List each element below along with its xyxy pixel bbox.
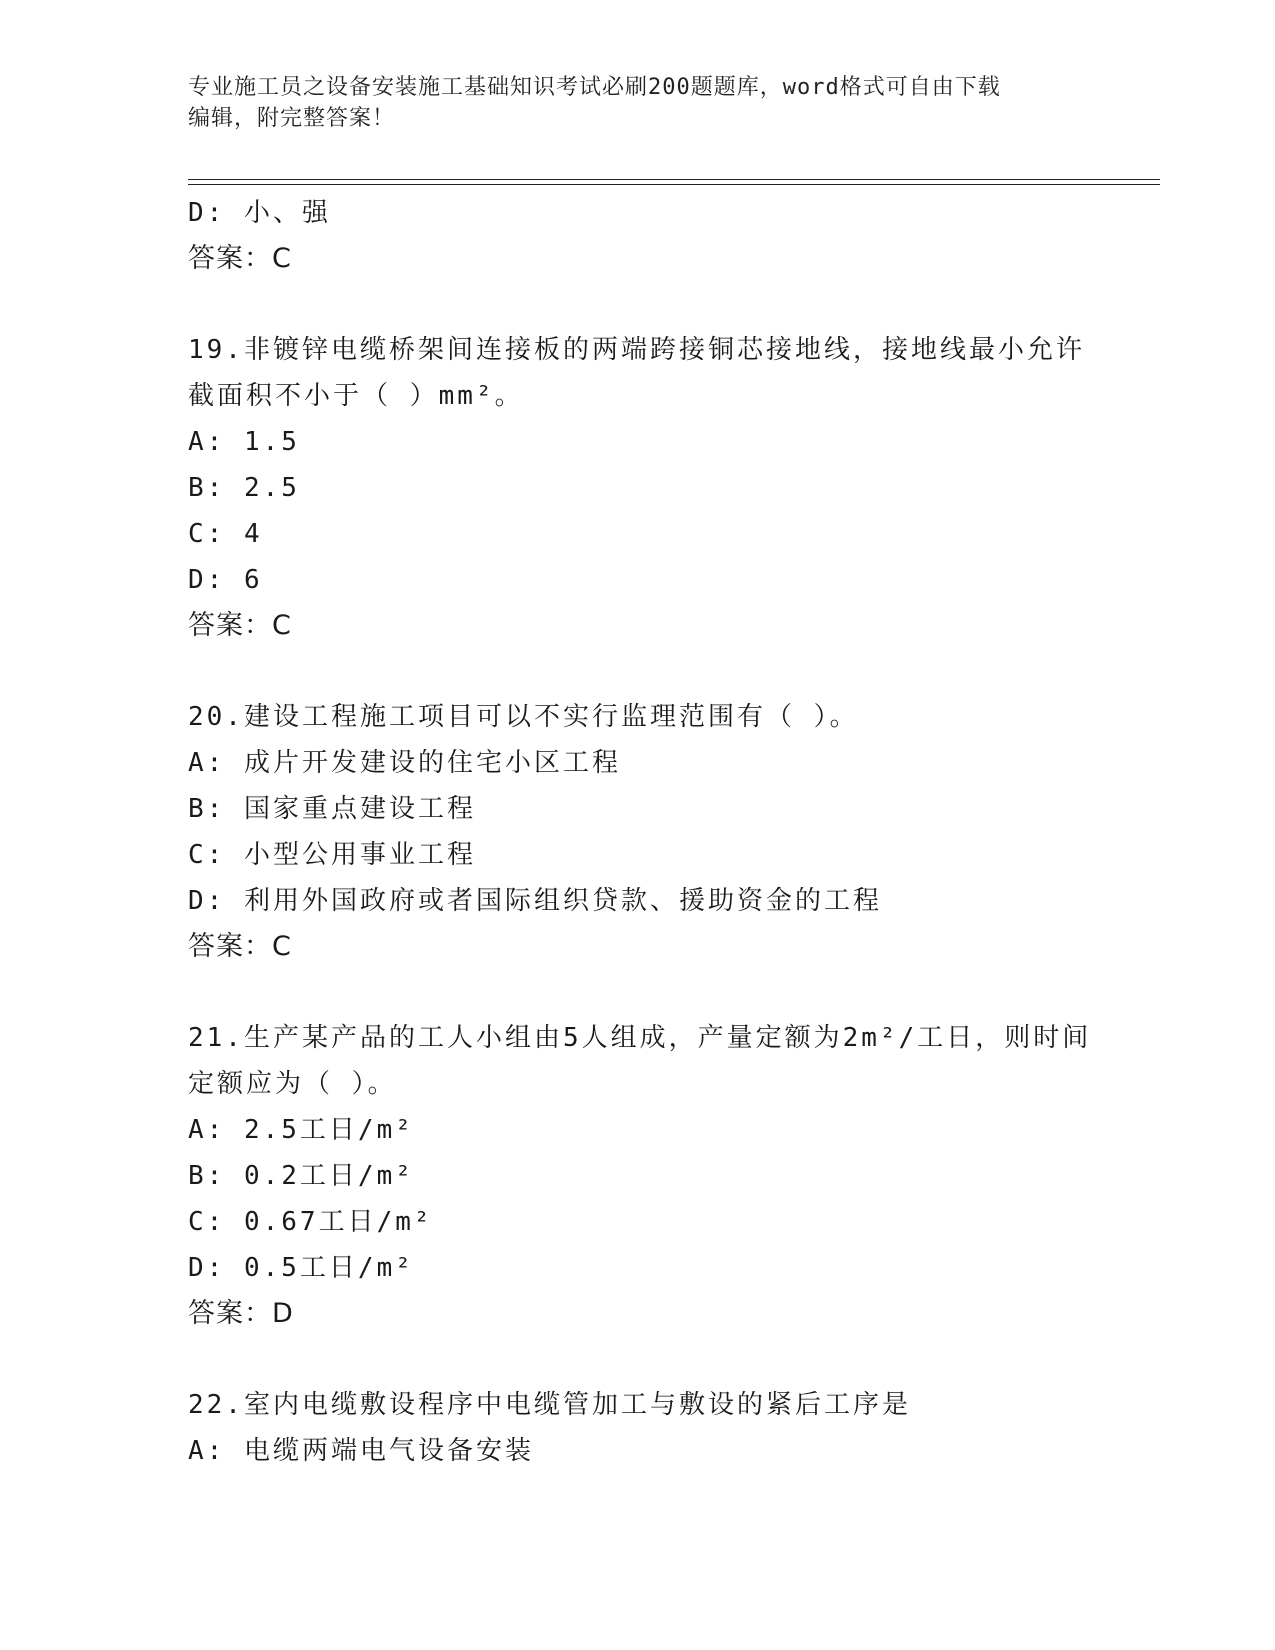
- option-d: D: 小、强: [188, 198, 331, 228]
- answer: 答案：C: [188, 610, 292, 641]
- question-stem: 22.室内电缆敷设程序中电缆管加工与敷设的紧后工序是: [188, 1390, 911, 1420]
- option-c: C: 4: [188, 519, 263, 549]
- question-stem-continued: 定额应为（ ）。: [188, 1069, 397, 1099]
- spacer: [188, 649, 1088, 694]
- option-a: A: 电缆两端电气设备安装: [188, 1436, 534, 1466]
- option-a: A: 1.5: [188, 427, 300, 457]
- answer: 答案：C: [188, 931, 292, 962]
- question-19: [188, 327, 1088, 649]
- option-b: B: 0.2工日/m²: [188, 1161, 414, 1191]
- page-header: [188, 72, 1108, 134]
- header-divider-bottom: [188, 184, 1160, 185]
- spacer: [188, 282, 1088, 327]
- question-list: [188, 190, 1092, 1474]
- spacer: [188, 1337, 1088, 1382]
- question-stem-continued: 截面积不小于（ ）mm²。: [188, 381, 524, 411]
- question-stem: 20.建设工程施工项目可以不实行监理范围有（ ）。: [188, 702, 859, 732]
- option-c: C: 小型公用事业工程: [188, 840, 476, 870]
- question-stem: 19.非镀锌电缆桥架间连接板的两端跨接铜芯接地线，接地线最小允许: [188, 335, 1085, 365]
- question-20: [188, 694, 1088, 970]
- answer: 答案：D: [188, 1298, 294, 1329]
- header-divider-top: [188, 179, 1160, 180]
- header-line-2: 编辑，附完整答案！: [188, 106, 396, 131]
- header-line-1: 专业施工员之设备安装施工基础知识考试必刷200题题库，word格式可自由下载: [188, 75, 1001, 100]
- question-22: [188, 1382, 1088, 1474]
- answer: 答案：C: [188, 243, 292, 274]
- question-18: [188, 190, 1088, 282]
- option-a: A: 2.5工日/m²: [188, 1115, 414, 1145]
- option-d: D: 利用外国政府或者国际组织贷款、援助资金的工程: [188, 886, 882, 916]
- option-d: D: 0.5工日/m²: [188, 1253, 414, 1283]
- option-b: B: 国家重点建设工程: [188, 794, 476, 824]
- option-a: A: 成片开发建设的住宅小区工程: [188, 748, 621, 778]
- option-d: D: 6: [188, 565, 263, 595]
- question-21: [188, 1015, 1092, 1337]
- option-b: B: 2.5: [188, 473, 300, 503]
- question-stem: 21.生产某产品的工人小组由5人组成，产量定额为2m²/工日，则时间: [188, 1023, 1092, 1053]
- spacer: [188, 970, 1088, 1015]
- option-c: C: 0.67工日/m²: [188, 1207, 433, 1237]
